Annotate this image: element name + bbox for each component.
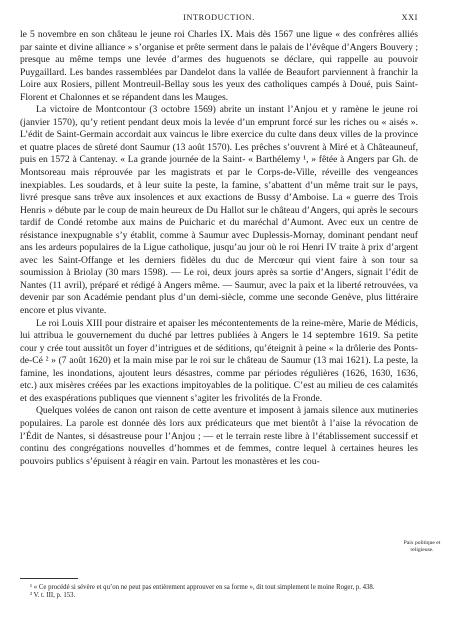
- page-number: XXI: [401, 13, 418, 22]
- paragraph: Le roi Louis XIII pour distraire et apaiser les mécontentements de la reine-mère, Marie de Médicis, lui attribua le gouvernement du duché par lettres publiées à Angers le 14 septembre 1619. Sa petite cour y crée tout aussitôt un foyer d’intrigues et de séditions, qu’éteignit à peine « la drôlerie des Ponts-de-Cé ² » (7 août 1620) et la main mise par le roi sur le château de Saumur (13 mai 1621). La peste, la famine, les inondations, ajoutent leurs désastres, comme par périodes régulières (1626, 1630, 1636, etc.) aux misères créées par les exactions impitoyables de la politique. C’est au milieu de ces calamités et des exaspérations publiques que viennent s’agiter les frivolités de la Fronde.: [20, 317, 418, 404]
- footnotes: [20, 584, 418, 600]
- running-title: INTRODUCTION.: [183, 13, 255, 22]
- margin-note: Paix politique et religieuse.: [403, 540, 441, 553]
- footnote: ¹ « Ce procédé si sévère et qu’on ne peut pas entièrement approuver en sa forme », dit tout simplement le moine Roger, p. 438.: [30, 584, 375, 591]
- footnote: ² V. t. III, p. 153.: [30, 592, 76, 600]
- paragraph: La victoire de Montcontour (3 octobre 1569) abrite un instant l’Anjou et y ramène le jeune roi (janvier 1570), qu’y retient pendant deux mois la levée d’un emprunt forcé sur les riches ou « aisés ». L’édit de Saint-Germain accordait aux vaincus le libre exercice du culte dans deux villes de la province et quatre places de sûreté dont Saumur (13 août 1570). Les prêches s’ouvrent à Miré et à Châteauneuf, puis en 1572 à Cantenay. « La grande journée de la Saint- « Barthélemy ¹, » fêtée à Angers par Gh. de Montsoreau mais réprouvée par les magistrats et par le Corps-de-Ville, réveille des vengeances inexpiables. Les soudards, et à leur suite la peste, la famine, s’abattent d’un même trait sur le pays, livré presque sans trêve aux insolences et aux exactions de Bussy d’Amboise. La « guerre des Trois Henris » débute par le coup de main heureux de Du Hallot sur le château d’Angers, qui après le secours tardif de Condé retombe aux mains de Puicharic et du maréchal d’Aumont. Avec eux un centre de résistance inexpugnable s’y établit, comme à Saumur avec Duplessis-Mornay, dominant pendant neuf ans les ardeurs populaires de la Ligue catholique, jusqu’au jour où le roi Henri IV traite à prix d’argent avec les Saint-Offange et les derniers fidèles du duc de Mercœur qui vient faire à son tour sa soumission à Briolay (30 mars 1598). — Le roi, deux jours après sa sortie d’Angers, signait l’édit de Nantes (11 avril), préparé et rédigé à Angers même. — Saumur, avec la paix et la liberté retrouvées, va devenir par son Académie pendant plus d’un demi-siècle, comme une seconde Genève, plus littéraire encore et plus vivante.: [20, 104, 418, 317]
- running-header: [20, 13, 418, 25]
- main-text: [20, 29, 418, 468]
- paragraph: le 5 novembre en son château le jeune roi Charles IX. Mais dès 1567 une ligue « des confrères alliés par sainte et divine alliance » s’organise et prête serment dans le palais de l’évêque d’Angers Bouvery ; presque au même temps une levée d’armes des huguenots se déclare, qui rappelle au pouvoir Puygaillard. Les bandes rassemblées par Dandelot dans la vallée de Beaufort parviennent à franchir la Loire aux Rosiers, pillent Montreuil-Bellay sous les yeux des catholiques campés à Doué, puis Saint-Florent et Chalonnes et se répandent dans les Mauges.: [20, 29, 418, 103]
- paragraph: Quelques volées de canon ont raison de cette aventure et imposent à jamais silence aux mutineries populaires. La parole est donnée dès lors aux prédicateurs que met bientôt à l’aise la révocation de l’Édit de Nantes, si désastreuse pour l’Anjou ; — et le terrain reste libre à l’établissement successif et continu des congrégations nouvelles d’hommes et de femmes, contre lequel à certaines heures les pouvoirs publics s’épuisent à réagir en vain. Partout les monastères et les cou-: [20, 405, 418, 467]
- footnote-divider: [20, 578, 78, 579]
